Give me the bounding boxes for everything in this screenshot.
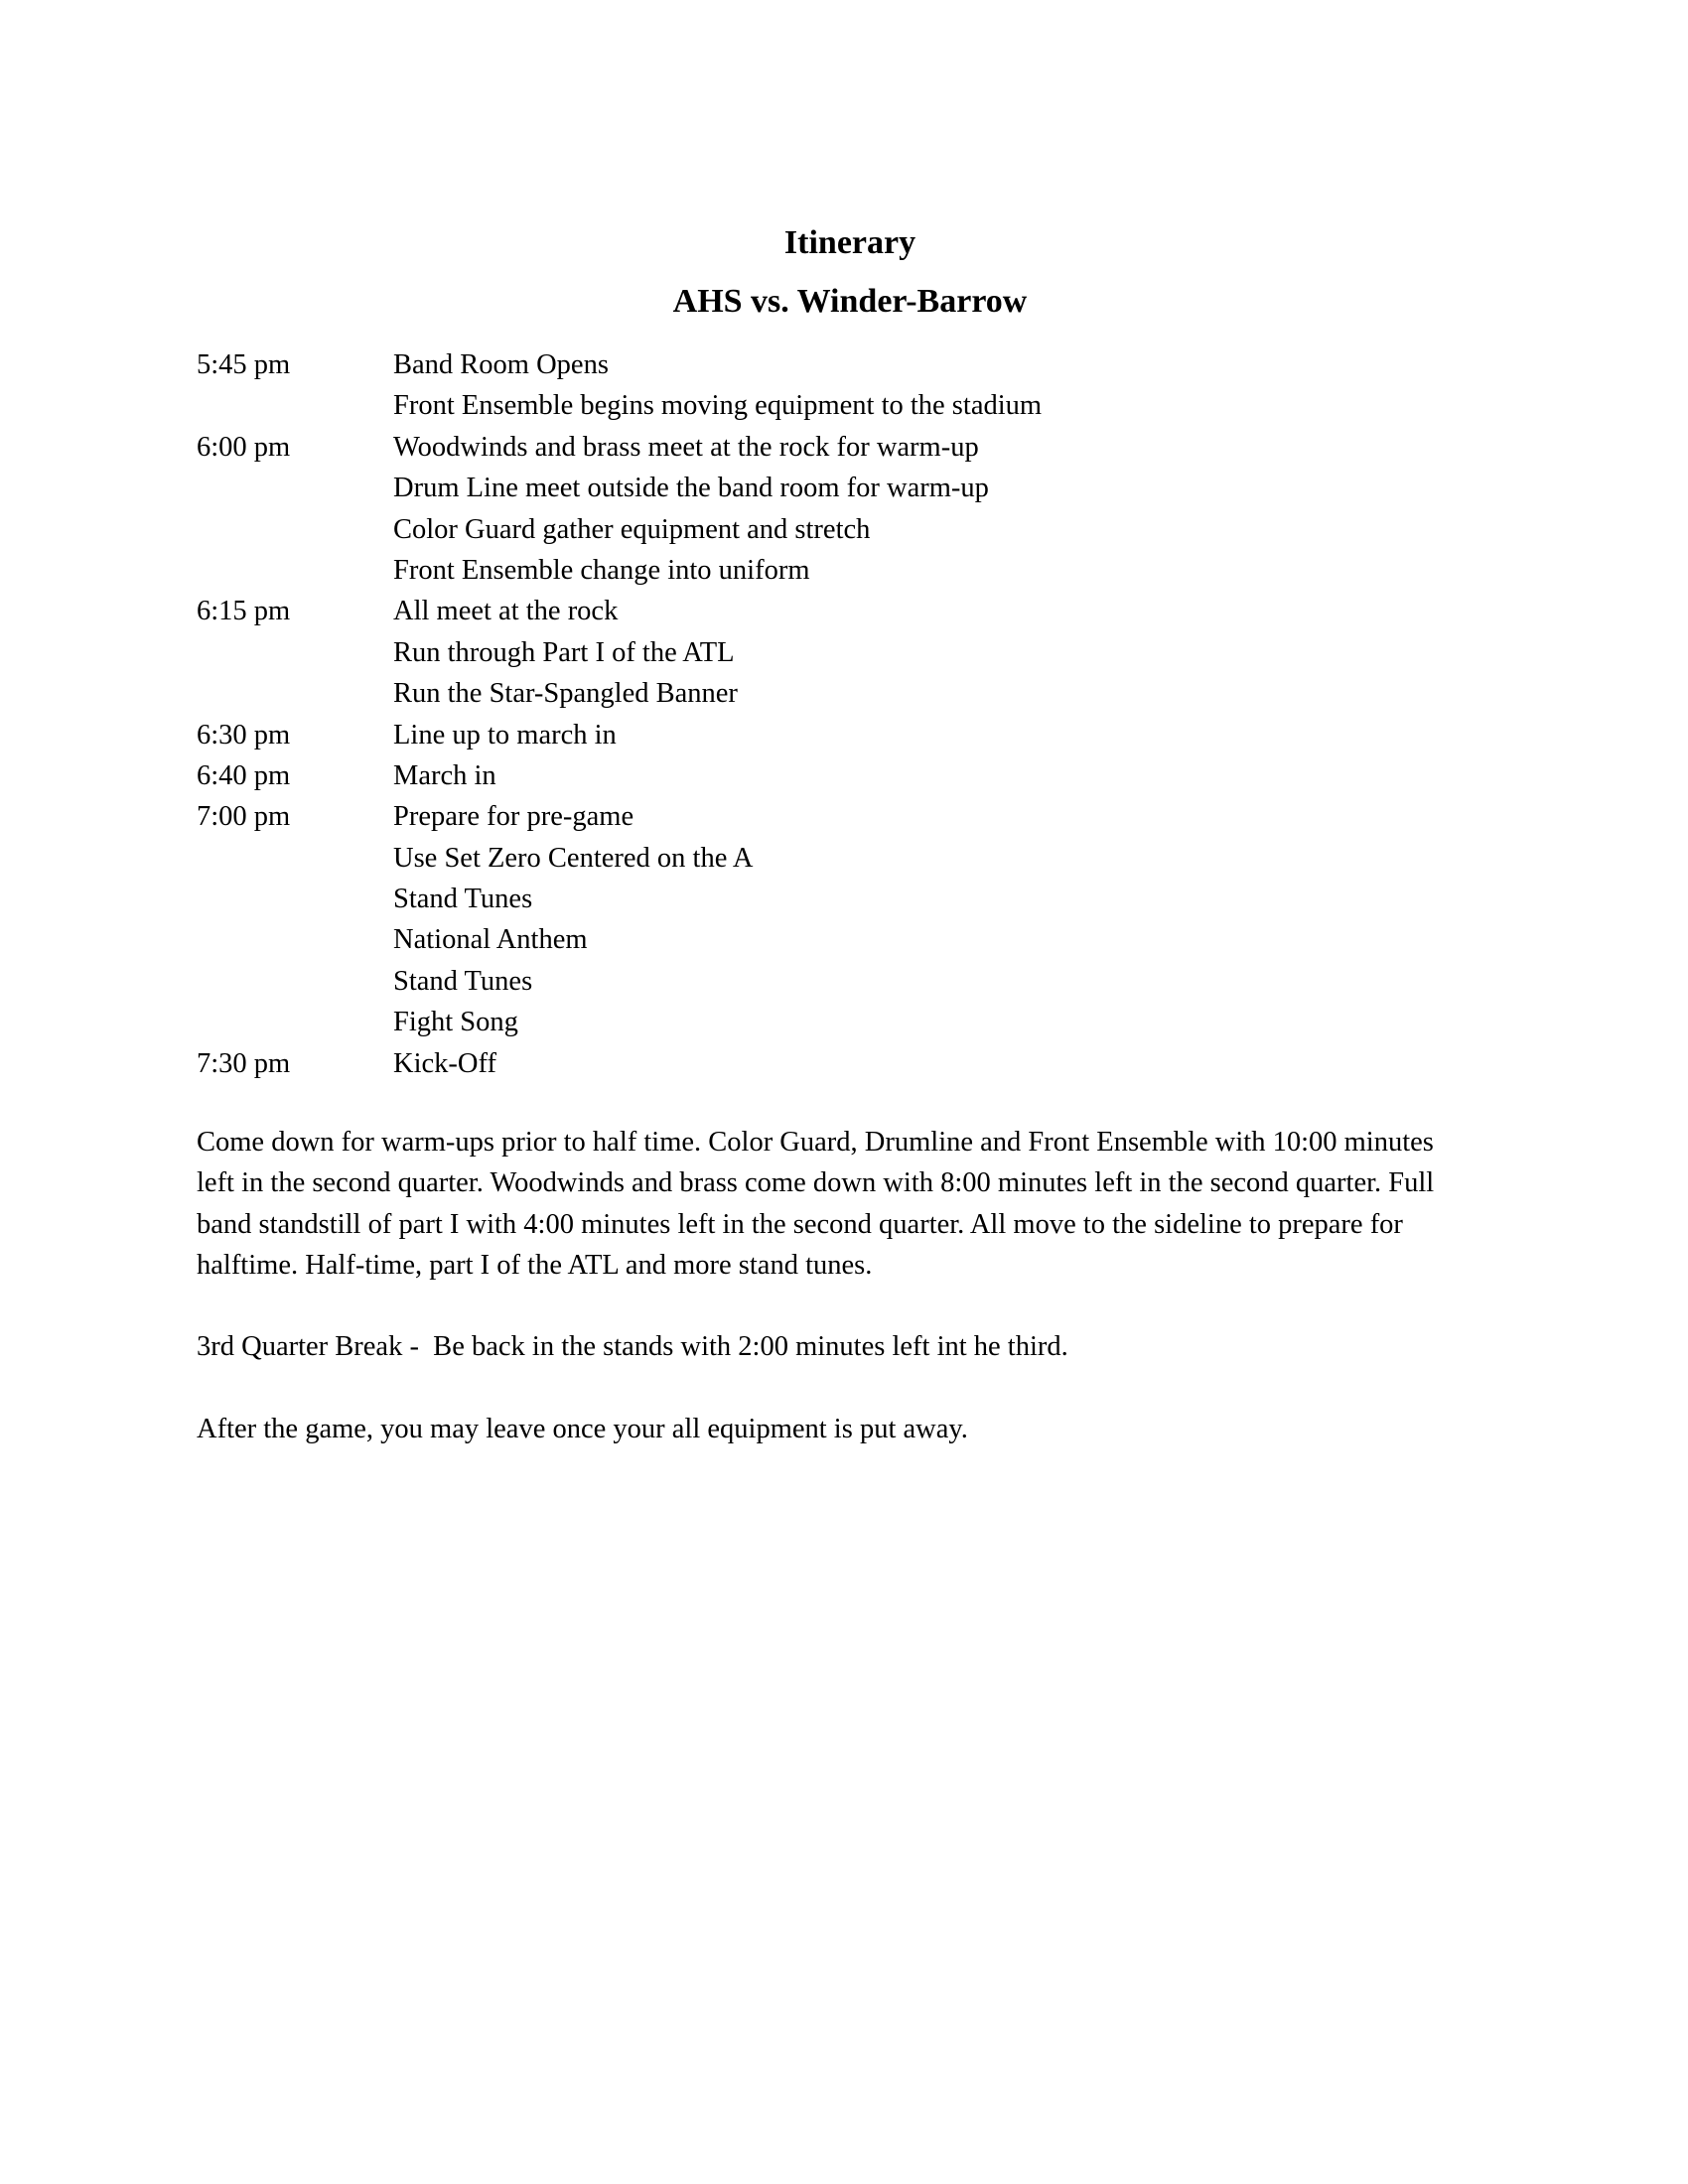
schedule-row bbox=[197, 509, 1042, 550]
schedule-row bbox=[197, 468, 1042, 508]
document-title: Itinerary bbox=[783, 223, 916, 261]
schedule-time: 6:00 pm bbox=[197, 431, 291, 463]
schedule-event: Front Ensemble change into uniform bbox=[393, 554, 810, 586]
schedule-event: Prepare for pre-game bbox=[393, 801, 634, 833]
schedule-event: Use Set Zero Centered on the A bbox=[393, 842, 754, 874]
schedule-time: 6:40 pm bbox=[197, 759, 291, 791]
schedule-row bbox=[197, 919, 1042, 960]
schedule-time bbox=[197, 1002, 393, 1042]
schedule-event: Stand Tunes bbox=[393, 884, 533, 915]
after-game-notes: After the game, you may leave once your all equipment is put away. bbox=[197, 1414, 968, 1444]
schedule-event: Run through Part I of the ATL bbox=[393, 636, 735, 668]
schedule-row bbox=[197, 879, 1042, 919]
schedule-row bbox=[197, 755, 1042, 796]
schedule-event: Woodwinds and brass meet at the rock for warm-up bbox=[393, 431, 979, 463]
schedule-row bbox=[197, 796, 1042, 837]
schedule-row bbox=[197, 591, 1042, 631]
schedule-event: National Anthem bbox=[393, 924, 588, 956]
schedule-event: March in bbox=[393, 759, 496, 791]
schedule-event: Run the Star-Spangled Banner bbox=[393, 678, 738, 710]
schedule-event: All meet at the rock bbox=[393, 596, 619, 627]
schedule-event: Color Guard gather equipment and stretch bbox=[393, 513, 871, 545]
schedule-time bbox=[197, 919, 393, 960]
schedule-time bbox=[197, 961, 393, 1002]
schedule-event: Band Room Opens bbox=[393, 349, 609, 380]
schedule-row bbox=[197, 1043, 1042, 1084]
schedule-event: Line up to march in bbox=[393, 719, 617, 751]
schedule-row bbox=[197, 385, 1042, 426]
schedule-row bbox=[197, 550, 1042, 591]
schedule-row bbox=[197, 715, 1042, 755]
schedule-time bbox=[197, 879, 393, 919]
schedule-event: Stand Tunes bbox=[393, 965, 533, 997]
schedule-event: Fight Song bbox=[393, 1007, 518, 1038]
schedule-event: Drum Line meet outside the band room for warm-up bbox=[393, 473, 989, 504]
schedule-row bbox=[197, 427, 1042, 468]
schedule-row bbox=[197, 344, 1042, 385]
schedule-time: 6:15 pm bbox=[197, 596, 291, 627]
halftime-notes: Come down for warm-ups prior to half time. Color Guard, Drumline and Front Ensemble with 10:00 minutes left in the second quarter. Woodwinds and brass come down with 8:00 minutes left in the second quarter. Full band standstill of part I with 4:00 minutes left in the second quarter. All move to the sideline to prepare for halftime. Half-time, part I of the ATL and more stand tunes. bbox=[197, 1127, 1435, 1282]
schedule-row bbox=[197, 838, 1042, 879]
schedule-row bbox=[197, 632, 1042, 673]
schedule-time bbox=[197, 468, 393, 508]
schedule-time: 7:30 pm bbox=[197, 1047, 291, 1079]
schedule-time: 6:30 pm bbox=[197, 719, 291, 751]
schedule-time bbox=[197, 632, 393, 673]
schedule-time bbox=[197, 673, 393, 714]
document-subtitle: AHS vs. Winder-Barrow bbox=[672, 283, 1028, 321]
schedule-time bbox=[197, 550, 393, 591]
schedule-time bbox=[197, 838, 393, 879]
third-quarter-notes: 3rd Quarter Break - Be back in the stands with 2:00 minutes left int he third. bbox=[197, 1331, 1068, 1362]
schedule-time bbox=[197, 509, 393, 550]
schedule-event: Front Ensemble begins moving equipment to the stadium bbox=[393, 390, 1043, 422]
schedule-row bbox=[197, 961, 1042, 1002]
schedule-row bbox=[197, 1002, 1042, 1042]
schedule-time: 7:00 pm bbox=[197, 801, 291, 833]
schedule-row bbox=[197, 673, 1042, 714]
schedule-table bbox=[197, 344, 1042, 1084]
schedule-event: Kick-Off bbox=[393, 1047, 496, 1079]
schedule-time bbox=[197, 385, 393, 426]
schedule-time: 5:45 pm bbox=[197, 349, 291, 380]
